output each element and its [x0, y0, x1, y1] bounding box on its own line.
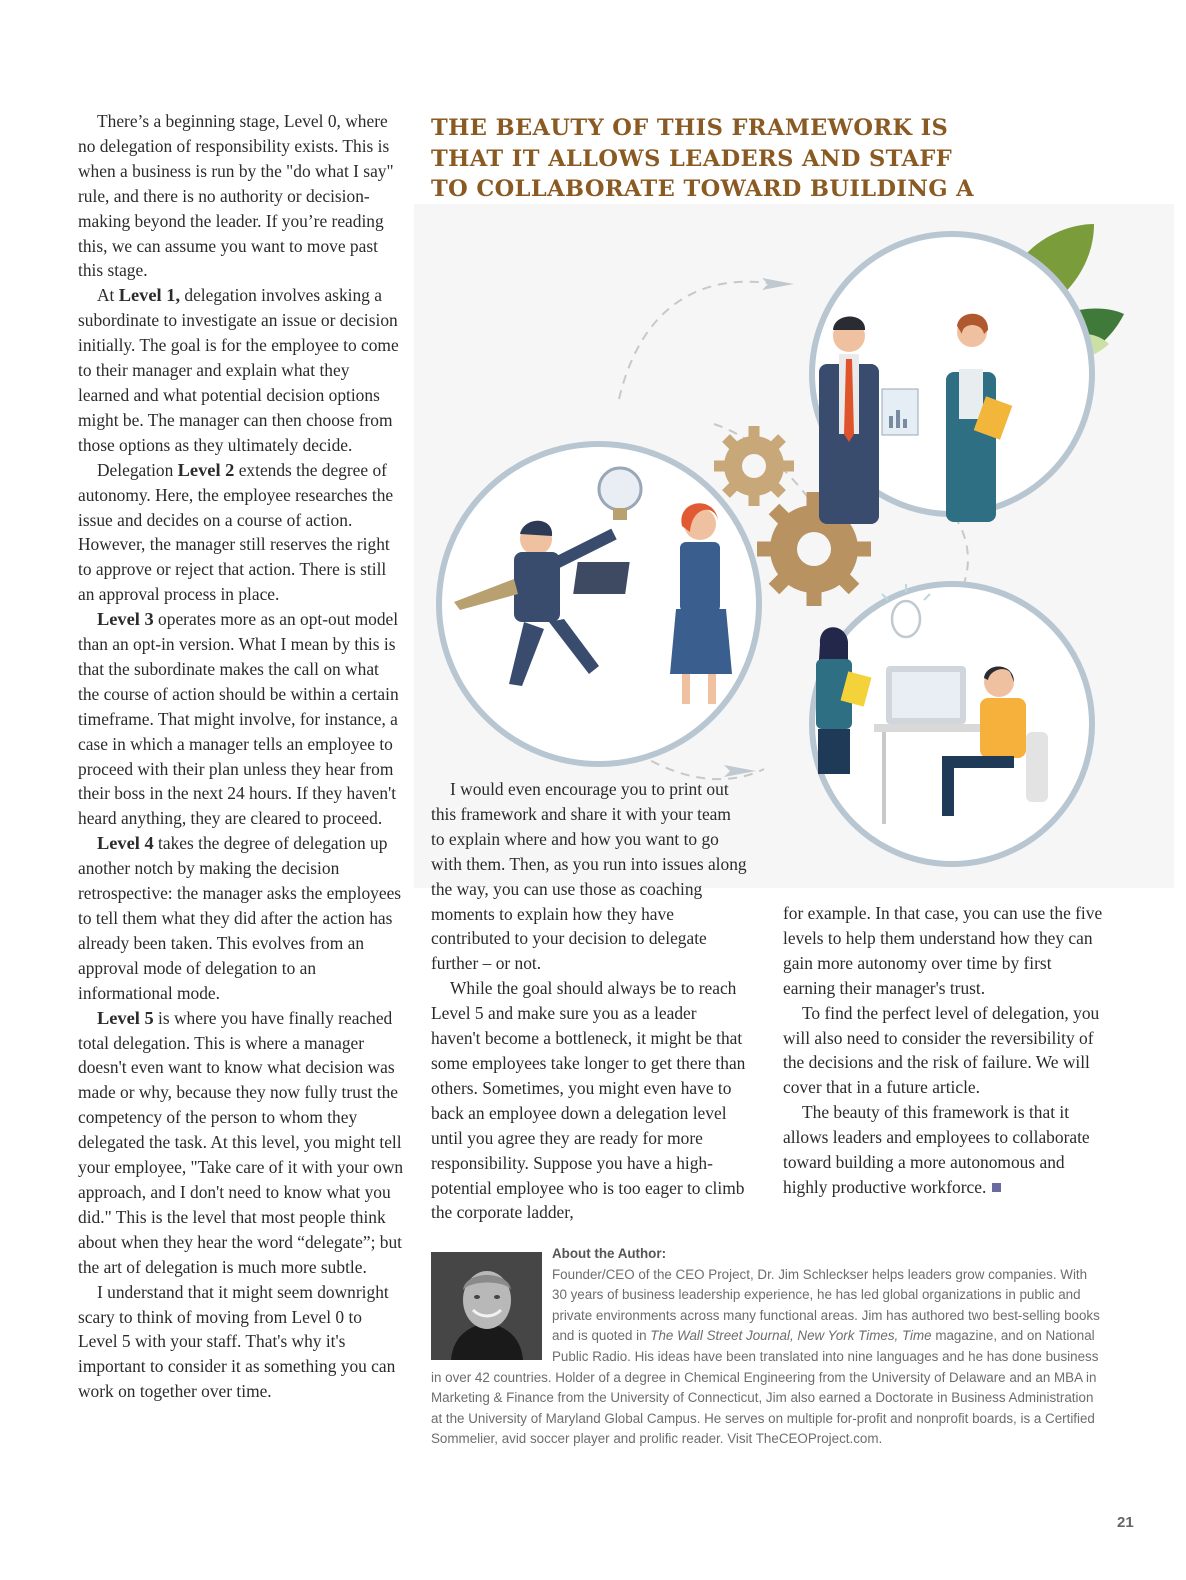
level-3-label: Level 3: [97, 609, 154, 630]
paragraph-moving-levels: I understand that it might seem downright scary to think of moving from Level 0 to Level 5 with your staff. That's why it's important to consider it as something you can work on together over time.: [78, 1281, 396, 1402]
paragraph-print-framework: I would even encourage you to print out this framework and share it with your team to explain where and how you want to go with them. Then, as you run into issues along the way, you can use those as coaching moments to explain how they have contributed to your decision to delegate further – or not.: [431, 779, 747, 974]
level-5-label: Level 5: [97, 1007, 154, 1028]
level-4-label: Level 4: [97, 833, 154, 854]
paragraph-level-1: At Level 1, delegation involves asking a subordinate to investigate an issue or decision initially. The goal is for the employee to come to their manager and explain what they learned and what potential decision options might be. The manager can then choose from those options as they ultimately decide.: [78, 285, 399, 455]
gear-icon: [714, 426, 794, 506]
paragraph-continued: for example. In that case, you can use the five levels to help them understand how they can gain more autonomy over time by first earning their manager's trust.: [783, 903, 1103, 998]
end-mark-icon: [992, 1183, 1001, 1192]
author-photo: [431, 1252, 542, 1360]
paragraph-level-2: Delegation Level 2 extends the degree of autonomy. Here, the employee researches the issue and decides on a course of action. However, the manager still reserves the right to approve or reject that action. There is still an approval process in place.: [78, 459, 394, 605]
paragraph-level-0: There’s a beginning stage, Level 0, where no delegation of responsibility exists. This is when a business is run by the "do what I say" rule, and there is no authority or decision-making beyond the leader. If you’re reading this, we can assume you want to move past this stage.: [78, 111, 394, 281]
article-column-left: [78, 109, 404, 1404]
paragraph-level-3: Level 3 operates more as an opt-out model than an opt-in version. What I mean by this is that the subordinate makes the call on what the course of action should be within a certain timeframe. That might involve, for instance, a case in which a manager tells an employee to proceed with their plan unless they hear from their boss in the next 24 hours. If they haven't heard anything, they are cleared to proceed.: [78, 609, 399, 829]
author-bio: Founder/CEO of the CEO Project, Dr. Jim Schleckser helps leaders grow companies. With 30 years of business leadership experience, he has led global organizations in public and private environments across many functional areas. Jim has authored two best-selling books and is quoted in The Wall Street Journal, New York Times, Time magazine, and on National Public Radio. His ideas have been translated into nine languages and he has done business in over 42 countries. Holder of a degree in Chemical Engineering from the University of Delaware and an MBA in Marketing & Finance from the University of Connecticut, Jim also earned a Doctorate in Business Administration at the University of Maryland Global Campus. He serves on multiple for-profit and nonprofit boards, is a Certified Sommelier, avid soccer player and prolific reader. Visit TheCEOProject.com.: [431, 1266, 1100, 1447]
paragraph-perfect-level: To find the perfect level of delegation, you will also need to consider the reversibility of the decisions and the risk of failure. We will cover that in a future article.: [783, 1002, 1100, 1098]
paragraph-level-4: Level 4 takes the degree of delegation up another notch by making the decision retrospective: the manager asks the employees to tell them what they did after the action has already been taken. This evolves from an approval mode of delegation to an informational mode.: [78, 833, 402, 1003]
about-the-author: [431, 1244, 1102, 1450]
level-2-label: Level 2: [177, 459, 235, 480]
author-heading: About the Author:: [552, 1246, 667, 1261]
article-column-middle: [431, 777, 747, 1225]
paragraph-goal-level-5: While the goal should always be to reach Level 5 and make sure you as a leader haven't become a bottleneck, it might be that some employees take longer to get there than others. Sometimes, you might even have to back an employee down a delegation level until you agree they are ready for more responsibility. Suppose you have a high-potential employee who is too eager to climb the corporate ladder,: [431, 978, 746, 1223]
paragraph-level-5: Level 5 is where you have finally reached total delegation. This is where a manager doesn't even want to know what decision was made or why, because they now fully trust the competency of the person to whom they delegated the task. At this level, you might tell your employee, "Take care of it with your own approach, and I don't need to know what you did." This is the level that most people think about when they hear the word “delegate”; but the art of delegation is much more subtle.: [78, 1007, 404, 1277]
pull-quote: THE BEAUTY OF THIS FRAMEWORK IS THAT IT ALLOWS LEADERS AND STAFF TO COLLABORATE TOWARD BUILDING A: [431, 115, 975, 203]
level-1-label: Level 1,: [118, 285, 181, 306]
paragraph-conclusion: The beauty of this framework is that it allows leaders and employees to collaborate toward building a more autonomous and highly productive workforce.: [783, 1102, 1090, 1197]
article-column-right: [783, 901, 1103, 1200]
author-publications: The Wall Street Journal, New York Times, Time: [650, 1328, 932, 1344]
page-number: 21: [1117, 1514, 1134, 1531]
